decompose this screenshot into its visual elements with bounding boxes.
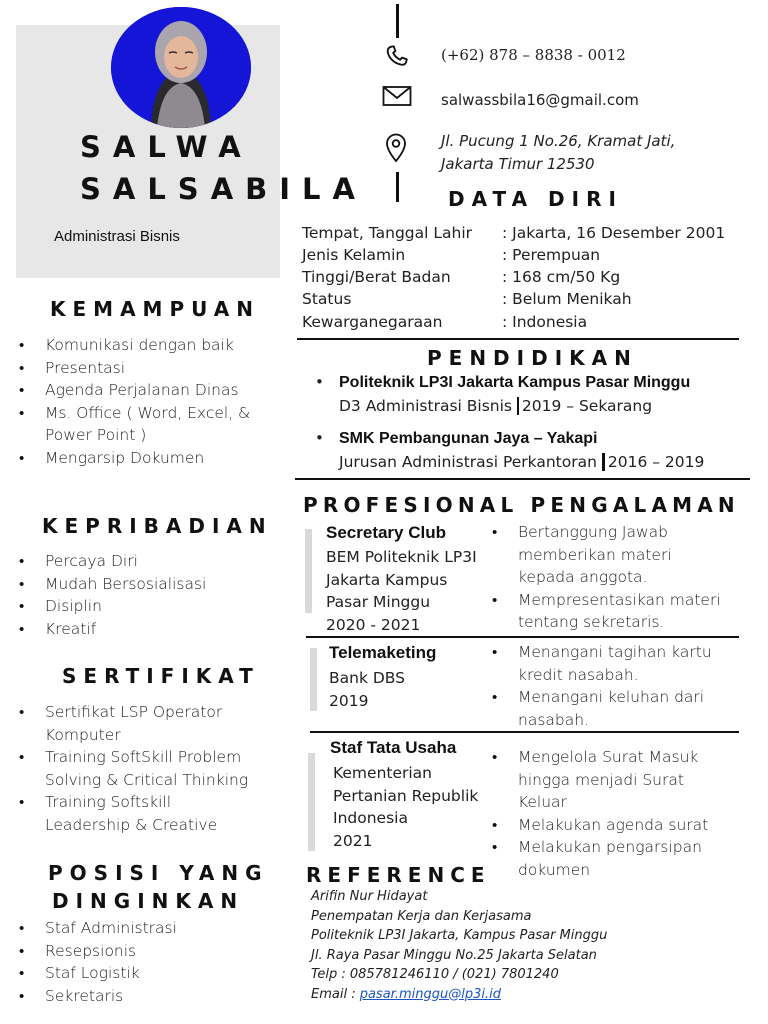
divider (297, 338, 739, 340)
contact-divider-bottom (396, 172, 399, 202)
list-item: • Komunikasi dengan baik (17, 334, 292, 357)
experience-org: Kementerian Pertanian Republik Indonesia 2021 (333, 764, 479, 850)
sertifikat-list (17, 701, 292, 836)
reference-institution: Politeknik LP3I Jakarta, Kampus Pasar Minggu (311, 928, 608, 943)
list-item: • Staf Administrasi (17, 917, 292, 940)
data-diri-row: Tinggi/Berat Badan : 168 cm/50 Kg (302, 268, 621, 286)
kemampuan-list (17, 334, 292, 469)
reference-position: Penempatan Kerja dan Kerjasama (311, 908, 532, 924)
data-diri-row: Jenis Kelamin : Perempuan (302, 246, 601, 264)
reference-phone: Telp : 085781246110 / (021) 7801240 (311, 967, 559, 982)
experience-org: Bank DBS 2019 (329, 669, 405, 710)
address-line2: Jakarta Timur 12530 (441, 155, 595, 173)
data-diri-heading: DATA DIRI (448, 187, 623, 211)
experience-marker (305, 529, 312, 613)
pengalaman-heading: PROFESIONAL PENGALAMAN (303, 493, 740, 517)
list-item: • Sekretaris (17, 985, 292, 1008)
email-address: salwassbila16@gmail.com (441, 91, 639, 109)
reference-heading: REFERENCE (306, 863, 491, 887)
education-detail: Jurusan Administrasi Perkantoran 2016 – 2019 (339, 453, 705, 471)
experience-title: Telemaketing (329, 643, 437, 662)
school-name: SMK Pembangunan Jaya – Yakapi (339, 430, 598, 447)
bullet: • (315, 373, 324, 391)
reference-name: Arifin Nur Hidayat (311, 889, 428, 904)
experience-marker (310, 648, 317, 711)
reference-address: Jl. Raya Pasar Minggu No.25 Jakarta Selatan (311, 947, 597, 963)
list-item: • Resepsionis (17, 940, 292, 963)
kepribadian-list (17, 550, 292, 640)
divider (295, 478, 750, 480)
list-item: • Mudah Bersosialisasi (17, 573, 292, 596)
phone-icon (384, 43, 410, 69)
envelope-icon (382, 85, 412, 107)
experience-title: Staf Tata Usaha (330, 738, 457, 757)
list-item: • Sertifikat LSP Operator Komputer (17, 701, 292, 746)
reference-block (311, 887, 607, 1004)
list-item: • Menangani keluhan dari nasabah. (490, 686, 712, 731)
experience-marker (308, 753, 315, 851)
list-item: • Ms. Office ( Word, Excel, & Power Point ) (17, 402, 292, 447)
list-item: • Mempresentasikan materi tentang sekretaris. (490, 589, 721, 634)
reference-email-link[interactable]: pasar.minggu@lp3i.id (359, 986, 501, 1002)
list-item: • Training SoftSkill Problem Solving & Critical Thinking (17, 746, 292, 791)
list-item: • Kreatif (17, 618, 292, 641)
school-name: Politeknik LP3I Jakarta Kampus Pasar Minggu (339, 374, 691, 391)
data-diri-row: Kewarganegaraan : Indonesia (302, 313, 588, 331)
list-item: • Mengelola Surat Masuk hingga menjadi Surat Keluar (490, 746, 708, 814)
experience-org: BEM Politeknik LP3I Jakarta Kampus Pasar Minggu 2020 - 2021 (326, 548, 477, 634)
kemampuan-heading: KEMAMPUAN (50, 297, 260, 321)
posisi-heading-line2: DINGINKAN (52, 889, 245, 913)
list-item: • Percaya Diri (17, 550, 292, 573)
list-item: • Presentasi (17, 357, 292, 380)
reference-email-line: Email : pasar.minggu@lp3i.id (311, 986, 501, 1002)
location-pin-icon (384, 133, 408, 163)
address-line1: Jl. Pucung 1 No.26, Kramat Jati, (441, 132, 676, 150)
bullet: • (315, 429, 324, 447)
experience-duties (490, 641, 712, 731)
list-item: • Melakukan agenda surat (490, 814, 708, 837)
data-diri-row: Status : Belum Menikah (302, 290, 632, 308)
first-name: SALWA (80, 130, 253, 164)
list-item: • Melakukan pengarsipan dokumen (490, 836, 708, 881)
posisi-heading-line1: POSISI YANG (48, 861, 269, 885)
education-detail: D3 Administrasi Bisnis 2019 – Sekarang (339, 397, 653, 415)
pendidikan-heading: PENDIDIKAN (427, 346, 638, 370)
experience-title: Secretary Club (326, 523, 446, 542)
experience-duties (490, 746, 708, 881)
list-item: • Mengarsip Dokumen (17, 447, 292, 470)
last-name: SALSABILA (80, 172, 367, 206)
list-item: • Menangani tagihan kartu kredit nasabah. (490, 641, 712, 686)
divider (310, 731, 739, 733)
sertifikat-heading: SERTIFIKAT (62, 664, 260, 688)
experience-duties (490, 521, 721, 634)
list-item: • Training Softskill Leadership & Creative (17, 791, 292, 836)
list-item: • Bertanggung Jawab memberikan materi kepada anggota. (490, 521, 721, 589)
data-diri-row: Tempat, Tanggal Lahir : Jakarta, 16 Desember 2001 (302, 224, 726, 242)
contact-divider-top (396, 4, 399, 38)
phone-number: (+62) 878 – 8838 - 0012 (441, 46, 626, 64)
list-item: • Agenda Perjalanan Dinas (17, 379, 292, 402)
kepribadian-heading: KEPRIBADIAN (42, 514, 273, 538)
posisi-list (17, 917, 292, 1007)
job-title: Administrasi Bisnis (54, 228, 180, 245)
divider (306, 636, 739, 638)
list-item: • Staf Logistik (17, 962, 292, 985)
list-item: • Disiplin (17, 595, 292, 618)
profile-photo (111, 7, 251, 128)
